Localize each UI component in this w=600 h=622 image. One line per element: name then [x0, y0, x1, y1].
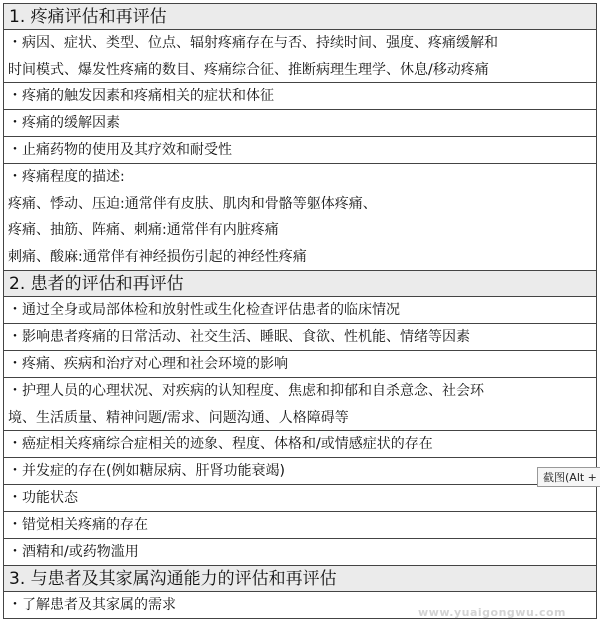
- screenshot-tooltip: 截图(Alt +: [537, 467, 600, 487]
- row-text: ・疼痛、疾病和治疗对心理和社会环境的影响: [8, 356, 288, 372]
- row-text: ・癌症相关疼痛综合症相关的迹象、程度、体格和/或情感症状的存在: [8, 436, 433, 452]
- row-text: ・影响患者疼痛的日常活动、社交生活、睡眠、食欲、性机能、情绪等因素: [8, 329, 470, 345]
- row-text: ・通过全身或局部体检和放射性或生化检查评估患者的临床情况: [8, 302, 400, 318]
- table-row: [4, 351, 596, 378]
- row-text: ・了解患者及其家属的需求: [8, 597, 176, 613]
- table-row: [4, 539, 596, 566]
- row-text: 时间模式、爆发性疼痛的数目、疼痛综合征、推断病理生理学、休息/移动疼痛: [8, 61, 489, 78]
- table-row: [4, 110, 596, 137]
- section-header: 2. 患者的评估和再评估: [4, 271, 596, 297]
- row-text: ・疼痛的触发因素和疼痛相关的症状和体征: [8, 88, 274, 104]
- section-header: 1. 疼痛评估和再评估: [4, 4, 596, 30]
- row-text: ・错觉相关疼痛的存在: [8, 517, 148, 533]
- table-row: [4, 485, 596, 512]
- section-header: 3. 与患者及其家属沟通能力的评估和再评估: [4, 566, 596, 592]
- row-text: ・并发症的存在(例如糖尿病、肝肾功能衰竭): [8, 463, 285, 479]
- table-row: [4, 324, 596, 351]
- row-text: 疼痛、悸动、压迫:通常伴有皮肤、肌肉和骨骼等躯体疼痛、: [8, 195, 377, 212]
- table-row: [4, 458, 596, 485]
- row-text: 刺痛、酸麻:通常伴有神经损伤引起的神经性疼痛: [8, 248, 307, 265]
- row-text: ・疼痛程度的描述:: [8, 169, 125, 185]
- row-text: 境、生活质量、精神问题/需求、问题沟通、人格障碍等: [8, 409, 349, 426]
- table-row: [4, 297, 596, 324]
- row-text: ・止痛药物的使用及其疗效和耐受性: [8, 142, 232, 158]
- row-text: ・酒精和/或药物滥用: [8, 544, 139, 560]
- assessment-table: [3, 3, 597, 619]
- watermark: www.yuaigongwu.com: [418, 606, 567, 619]
- table-row: [4, 164, 596, 271]
- table-row: [4, 431, 596, 458]
- row-text: ・护理人员的心理状况、对疾病的认知程度、焦虑和抑郁和自杀意念、社会环: [8, 383, 484, 399]
- row-text: ・疼痛的缓解因素: [8, 115, 120, 131]
- row-text: ・病因、症状、类型、位点、辐射疼痛存在与否、持续时间、强度、疼痛缓解和: [8, 35, 498, 51]
- table-row: [4, 378, 596, 431]
- row-text: ・功能状态: [8, 490, 78, 506]
- row-text: 疼痛、抽筋、阵痛、刺痛:通常伴有内脏疼痛: [8, 222, 279, 239]
- table-row: [4, 30, 596, 83]
- table-row: [4, 137, 596, 164]
- table-row: [4, 83, 596, 110]
- table-row: [4, 512, 596, 539]
